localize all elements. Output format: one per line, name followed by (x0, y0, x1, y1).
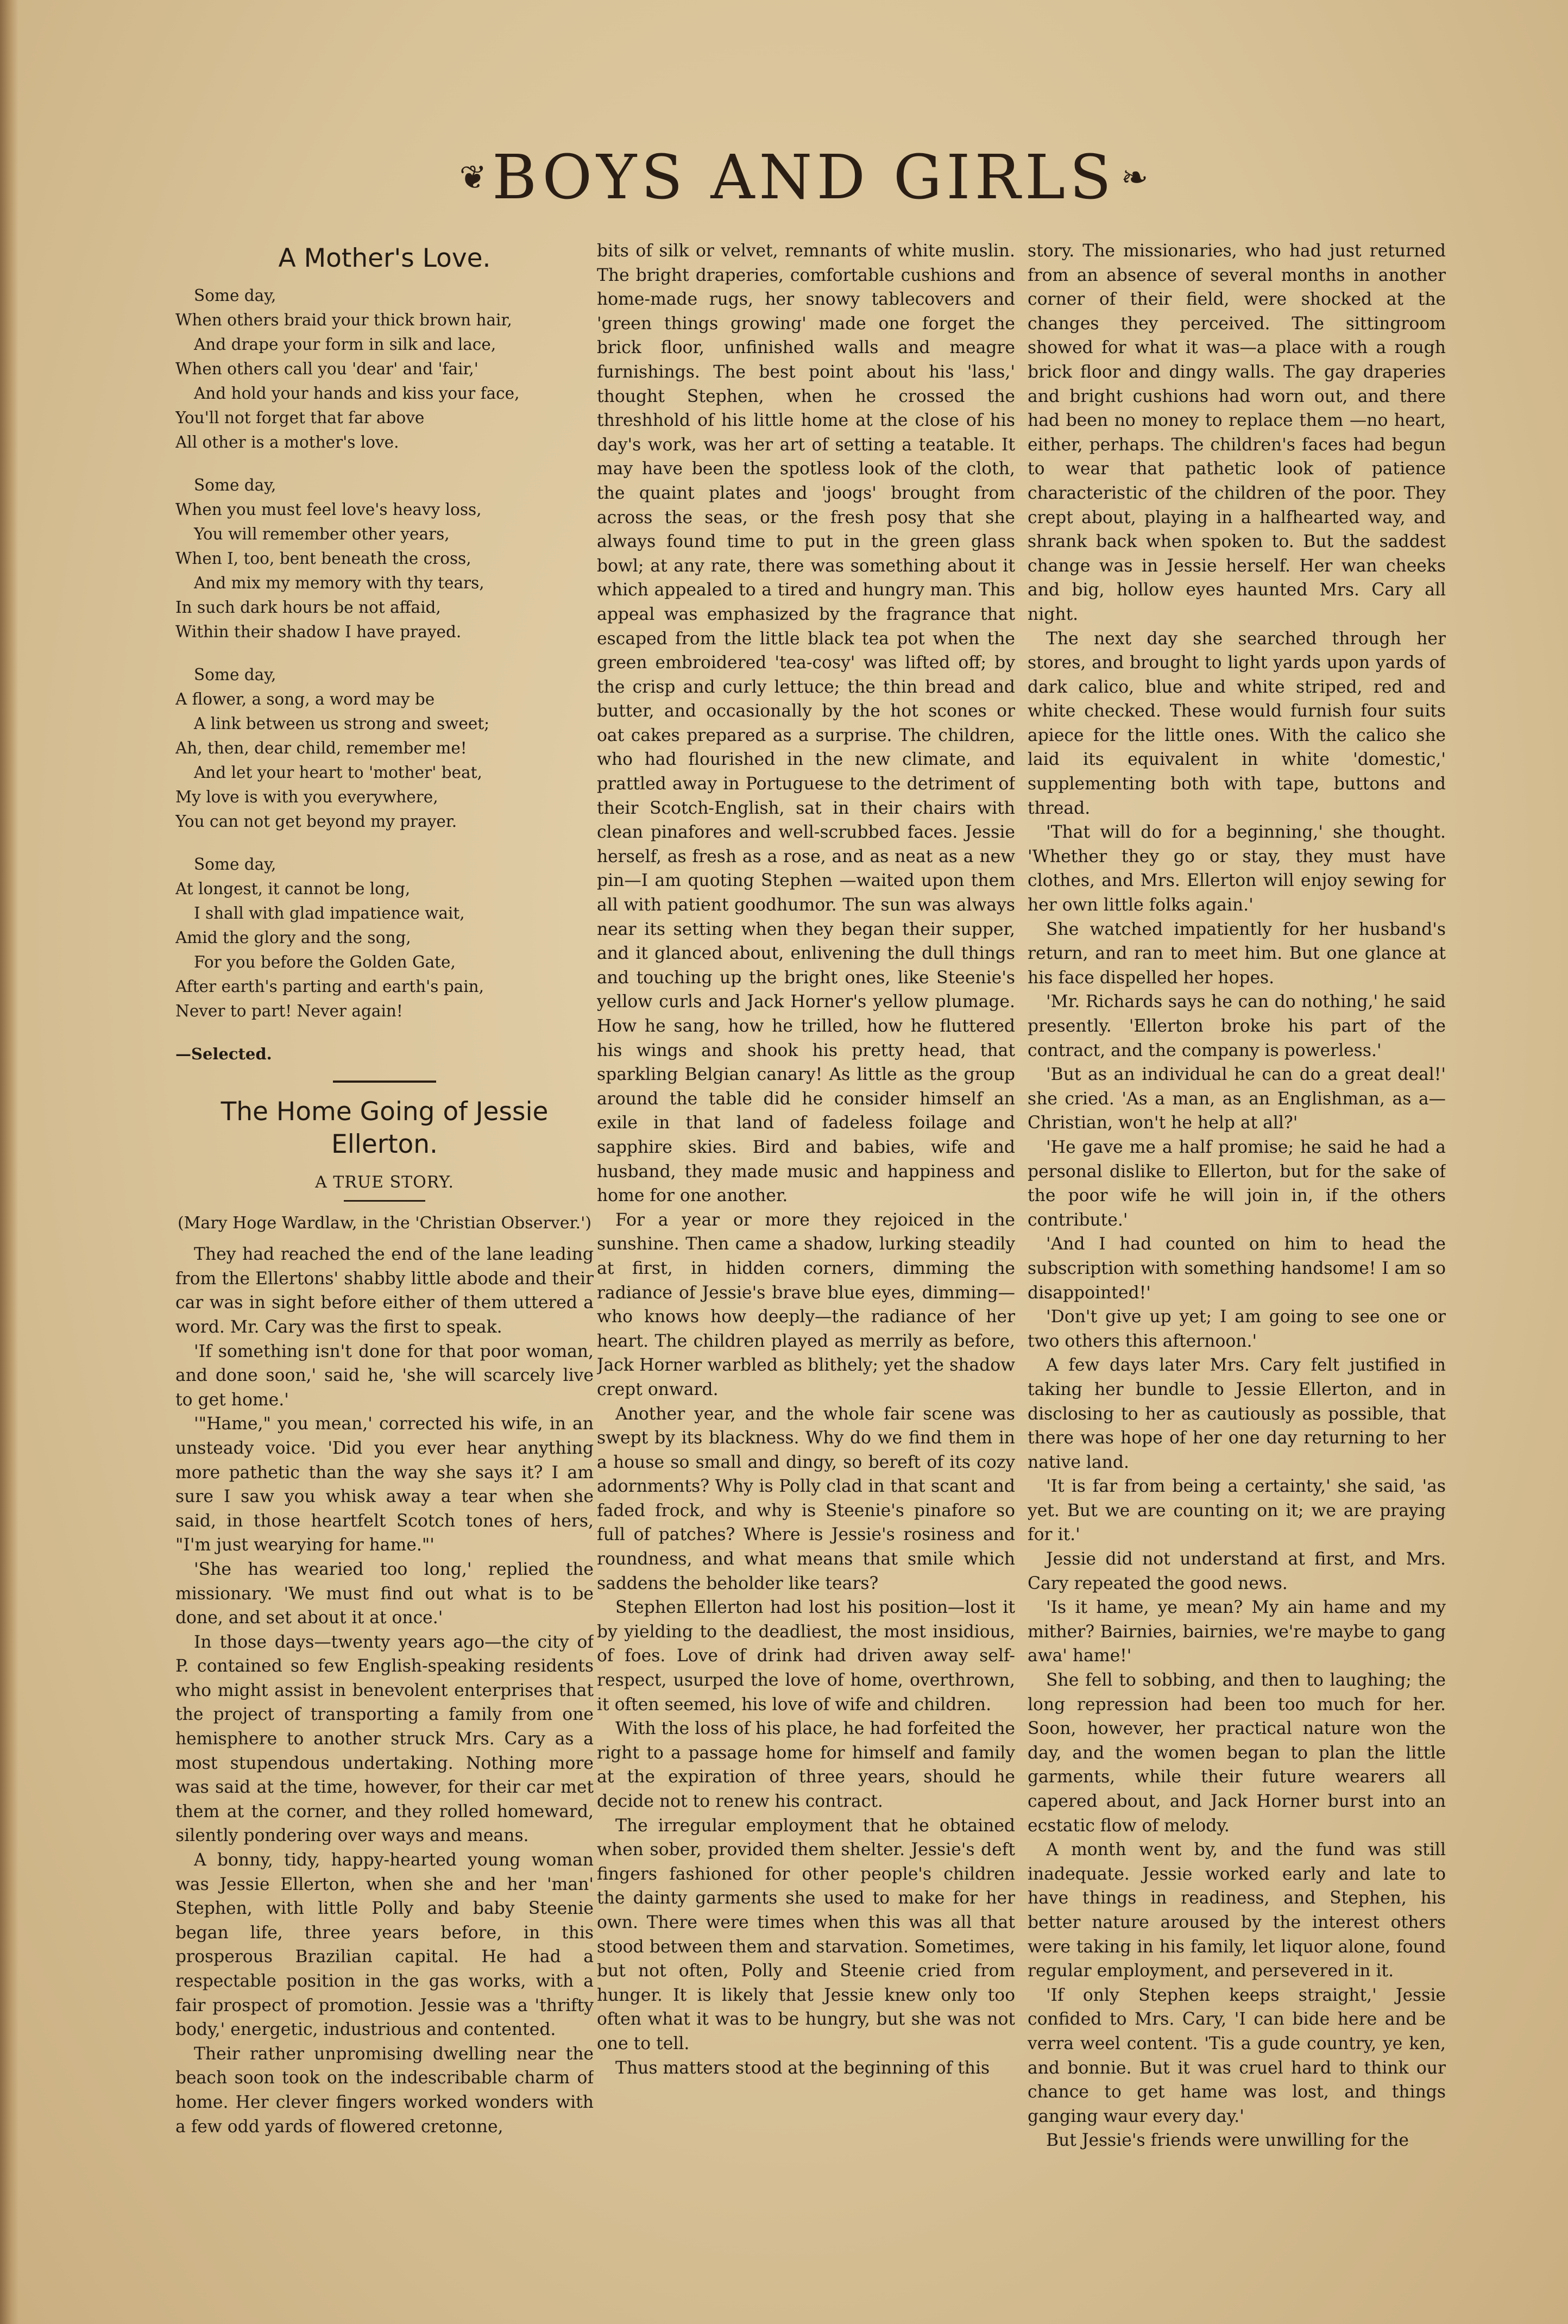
story-attribution: (Mary Hoge Wardlaw, in the 'Christian Observer.') (177, 1214, 592, 1233)
paragraph: A month went by, and the fund was still inadequate. Jessie worked early and late to have things in readiness, and Stephen, his better nature aroused by the interest others were taking in his family, let liquor alone, found regular employment, and persevered in it. (1028, 1840, 1446, 1981)
poem-line: Amid the glory and the song, (175, 928, 411, 947)
poem-line: At longest, it cannot be long, (175, 880, 411, 898)
ornament-left-icon: ❦ (459, 159, 487, 197)
paragraph: Their rather unpromising dwelling near the beach soon took on the indescribable charm of home. Her clever fingers worked wonders with a few odd yards of flowered cretonne, (175, 2044, 594, 2137)
ornament-right-icon: ❧ (1120, 159, 1149, 197)
poem-stanza (175, 284, 594, 455)
paragraph: 'But as an individual he can do a great deal!' she cried. 'As a man, as an Englishman, as a—Christian, won't he help at all?' (1028, 1065, 1446, 1133)
paragraph: The next day she searched through her stores, and brought to light yards upon yards of dark calico, blue and white striped, red and white checked. These would furnish four suits apiece for the little ones. With the calico she laid its equivalent in white 'domestic,' supplementing both with tape, buttons and thread. (1028, 629, 1446, 818)
column-3 (1028, 239, 1446, 2271)
paragraph: A bonny, tidy, happy-hearted young woman was Jessie Ellerton, when she and her 'man' Stephen, with little Polly and baby Steenie began life, three years before, in this prosperous Brazilian capital. He had a respectable position in the gas works, with a fair prospect of promotion. Jessie was a 'thrifty body,' energetic, industrious and contented. (175, 1850, 594, 2040)
paragraph: She watched impatiently for her husband's return, and ran to meet him. But one glance at his face dispelled her hopes. (1028, 919, 1446, 988)
poem-line: You will remember other years, (194, 525, 450, 543)
subtitle-rule (344, 1200, 425, 1202)
poem-title: A Mother's Love. (278, 243, 491, 273)
poem-line: Within their shadow I have prayed. (175, 623, 462, 641)
poem-line: My love is with you everywhere, (175, 788, 438, 806)
paragraph: 'Mr. Richards says he can do nothing,' he said presently. 'Ellerton broke his part of the contract, and the company is powerless.' (1028, 992, 1446, 1060)
paragraph: Another year, and the whole fair scene was swept by its blackness. Why do we find them in a house so small and dingy, so bereft of its cozy adornments? Why is Polly clad in that scant and faded frock, and why is Steenie's pinafore so full of patches? Where is Jessie's rosiness and roundness, and what means that smile which saddens the beholder like tears? (597, 1404, 1015, 1593)
poem-line: A flower, a song, a word may be (175, 690, 435, 708)
poem-stanza (175, 473, 594, 644)
poem-line: And hold your hands and kiss your face, (194, 384, 520, 403)
column-2 (597, 239, 1015, 2271)
column-1 (175, 239, 594, 2271)
paragraph: bits of silk or velvet, remnants of white muslin. The bright draperies, comfortable cushions and home-made rugs, her snowy tablecovers and 'green things growing' made one forget the brick floor, unfinished walls and meagre furnishings. The best point about his 'lass,' thought Stephen, when he crossed the threshhold of his little home at the close of his day's work, was her art of setting a teatable. It may have been the spotless look of the cloth, the quaint plates and 'joogs' brought from across the seas, or the fresh posy that she always found time to put in the green glass bowl; at any rate, there was something about it which appealed to a tired and hungry man. This appeal was emphasized by the fragrance that escaped from the little black tea pot when the green embroidered 'tea-cosy' was lifted off; by the crisp and curly lettuce; the thin bread and butter, and occasionally by the hot scones or oat cakes prepared as a surprise. The children, who had flourished in the new climate, and prattled away in Portuguese to the detriment of their Scotch-English, sat in their chairs with clean pinafores and well-scrubbed faces. Jessie herself, as fresh as a rose, and as neat as a new pin—I am quoting Stephen —waited upon them all with patient goodhumor. The sun was always near its setting when they began their supper, and it glanced about, enlivening the dull things and touching up the bright ones, like Steenie's yellow curls and Jack Horner's yellow plumage. How he sang, how he trilled, how he fluttered his wings and shook his pretty head, that sparkling Belgian canary! As little as the group around the table did he consider himself an exile in that land of fadeless foilage and sapphire skies. Bird and babies, wife and husband, they made music and happiness and home for one another. (597, 241, 1015, 1206)
paragraph: 'Is it hame, ye mean? My ain hame and my mither? Bairnies, bairnies, we're maybe to gang awa' hame!' (1028, 1598, 1446, 1666)
poem-line: For you before the Golden Gate, (194, 953, 456, 971)
paragraph: Jessie did not understand at first, and Mrs. Cary repeated the good news. (1028, 1549, 1446, 1593)
paragraph: The irregular employment that he obtained when sober, provided them shelter. Jessie's deft fingers fashioned for other people's children the dainty garments she used to make for her own. There were times when this was all that stood between them and starvation. Sometimes, but not often, Polly and Steenie cried from hunger. It is likely that Jessie knew only too often what it was to be hungry, but she was not one to tell. (597, 1816, 1015, 2053)
paragraph: She fell to sobbing, and then to laughing; the long repression had been too much for her. Soon, however, her practical nature won the day, and the women began to plan the little garments, while their future wearers all capered about, and Jack Horner burst into an ecstatic flow of melody. (1028, 1670, 1446, 1836)
paragraph: Thus matters stood at the beginning of this (615, 2058, 990, 2078)
poem-stanza (175, 852, 594, 1023)
poem-line: A link between us strong and sweet; (194, 714, 490, 733)
story-text-col3 (1028, 239, 1446, 2153)
poem-line: When I, too, bent beneath the cross, (175, 549, 471, 568)
poem-line: You'll not forget that far above (175, 409, 425, 427)
paragraph: 'And I had counted on him to head the subscription with something handsome! I am so disappointed!' (1028, 1234, 1446, 1303)
paragraph: story. The missionaries, who had just returned from an absence of several months in another corner of their field, were shocked at the changes they perceived. The sittingroom showed for what it was—a place with a rough brick floor and dingy walls. The gay draperies and bright cushions had worn out, and there had been no money to replace them —no heart, either, perhaps. The children's faces had begun to wear that pathetic look of patience characteristic of the children of the poor. They crept about, playing in a halfhearted way, and shrank back when spoken to. But the saddest change was in Jessie herself. Her wan cheeks and big, hollow eyes haunted Mrs. Cary all night. (1028, 241, 1446, 624)
paragraph: With the loss of his place, he had forfeited the right to a passage home for himself and family at the expiration of three years, should he decide not to renew his contract. (597, 1719, 1015, 1811)
poem-line: You can not get beyond my prayer. (175, 812, 457, 831)
paragraph: 'He gave me a half promise; he said he had a personal dislike to Ellerton, but for the sake of the poor wife he will join in, if the others contribute.' (1028, 1137, 1446, 1230)
poem-line: All other is a mother's love. (175, 433, 399, 451)
story-text-col2 (597, 239, 1015, 2080)
paragraph: 'Don't give up yet; I am going to see one or two others this afternoon.' (1028, 1307, 1446, 1351)
poem-line: And mix my memory with thy tears, (194, 574, 484, 592)
poem-line: When others braid your thick brown hair, (175, 311, 512, 329)
poem-line: Never to part! Never again! (175, 1002, 403, 1020)
poem-line: After earth's parting and earth's pain, (175, 977, 484, 996)
story-text-col1 (175, 1242, 594, 2139)
section-title: BOYS AND GIRLS (492, 142, 1116, 213)
poem-line: When others call you 'dear' and 'fair,' (175, 360, 478, 378)
poem-line: Some day, (194, 286, 276, 305)
poem-line: Some day, (194, 476, 276, 494)
page-edge-shadow (0, 0, 18, 2324)
paragraph: '"Hame," you mean,' corrected his wife, in an unsteady voice. 'Did you ever hear anything more pathetic than the way she says it? I am sure I saw you whisk away a tear when she said, in those heartfelt Scotch tones of hers, "I'm just wearying for hame."' (175, 1414, 594, 1555)
poem-line: And let your heart to 'mother' beat, (194, 763, 482, 782)
paragraph: 'That will do for a beginning,' she thought. 'Whether they go or stay, they must have clothes, and Mrs. Ellerton will enjoy sewing for her own little folks again.' (1028, 822, 1446, 915)
story-title: The Home Going of Jessie Ellerton. (221, 1096, 549, 1159)
paragraph: 'She has wearied too long,' replied the missionary. 'We must find out what is to be done, and set about it at once.' (175, 1559, 594, 1628)
poem-line: Some day, (194, 855, 276, 874)
section-masthead (348, 142, 1260, 213)
paragraph: 'If only Stephen keeps straight,' Jessie confided to Mrs. Cary, 'I can bide here and be verra weel content. 'Tis a gude country, ye ken, and bonnie. But it was cruel hard to think our chance to get hame was lost, and things ganging waur every day.' (1028, 1985, 1446, 2126)
poem-line: And drape your form in silk and lace, (194, 335, 496, 354)
poem-body (175, 284, 594, 1023)
poem-line: Ah, then, dear child, remember me! (175, 739, 467, 757)
poem-line: When you must feel love's heavy loss, (175, 500, 482, 519)
paragraph: But Jessie's friends were unwilling for the (1046, 2131, 1409, 2151)
divider-rule (333, 1081, 436, 1083)
poem-line: In such dark hours be not affaid, (175, 598, 441, 617)
paragraph: Stephen Ellerton had lost his position—lost it by yielding to the deadliest, the most insidious, of foes. Love of drink had driven away self-respect, usurped the love of home, overthrown, it often seemed, his love of wife and children. (597, 1598, 1015, 1714)
story-subtitle: A TRUE STORY. (315, 1172, 454, 1192)
paragraph: A few days later Mrs. Cary felt justified in taking her bundle to Jessie Ellerton, and in disclosing to her as cautiously as possible, that there was hope of her one day returning to her native land. (1028, 1355, 1446, 1472)
paragraph: 'If something isn't done for that poor woman, and done soon,' said he, 'she will scarcely live to get home.' (175, 1341, 594, 1410)
poem-stanza (175, 663, 594, 834)
poem-line: Some day, (194, 665, 276, 684)
paragraph: They had reached the end of the lane leading from the Ellertons' shabby little abode and their car was in sight before either of them uttered a word. Mr. Cary was the first to speak. (175, 1245, 594, 1337)
paragraph: 'It is far from being a certainty,' she said, 'as yet. But we are counting on it; we are praying for it.' (1028, 1477, 1446, 1545)
poem-credit: —Selected. (175, 1045, 272, 1063)
paragraph: In those days—twenty years ago—the city of P. contained so few English-speaking residents who might assist in benevolent enterprises that the project of transporting a family from one hemisphere to another struck Mrs. Cary as a most stupendous undertaking. Nothing more was said at the time, however, for their car met them at the corner, and they rolled homeward, silently pondering over ways and means. (175, 1632, 594, 1846)
paragraph: For a year or more they rejoiced in the sunshine. Then came a shadow, lurking steadily at first, in hidden corners, dimming the radiance of Jessie's brave blue eyes, dimming—who knows how deeply—the radiance of her heart. The children played as merrily as before, Jack Horner warbled as blithely; yet the shadow crept onward. (597, 1210, 1015, 1399)
poem-line: I shall with glad impatience wait, (194, 904, 465, 922)
